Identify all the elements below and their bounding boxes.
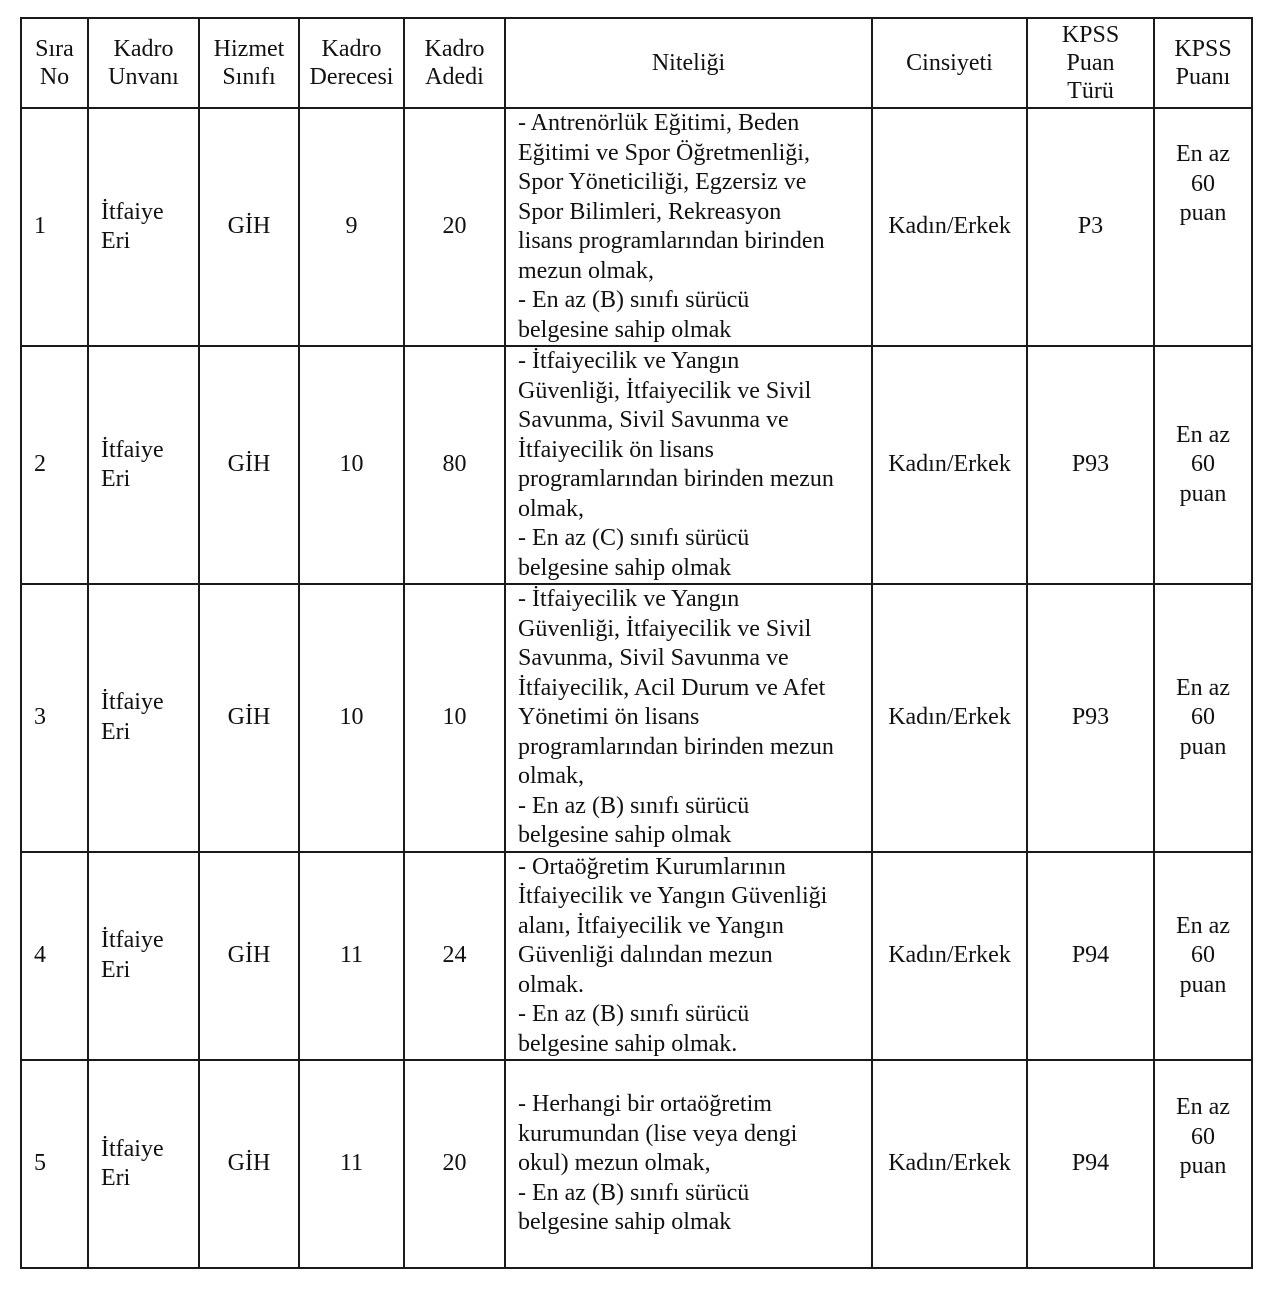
cell-sira-no: 1	[21, 108, 88, 346]
cell-kadro-unvani: İtfaiye Eri	[88, 1060, 199, 1268]
cell-cinsiyeti: Kadın/Erkek	[872, 108, 1027, 346]
cell-kadro-derecesi: 9	[299, 108, 404, 346]
cell-hizmet-sinifi: GİH	[199, 108, 299, 346]
table-row	[21, 852, 1252, 1061]
cell-kadro-derecesi: 11	[299, 852, 404, 1061]
table-row	[21, 346, 1252, 584]
cell-kadro-unvani: İtfaiye Eri	[88, 108, 199, 346]
cell-hizmet-sinifi: GİH	[199, 346, 299, 584]
header-kpss-puan-turu: KPSS Puan Türü	[1027, 18, 1154, 108]
header-sira-no: Sıra No	[21, 18, 88, 108]
table-row	[21, 108, 1252, 346]
cell-niteligi: - Ortaöğretim Kurumlarının İtfaiyecilik ve Yangın Güvenliği alanı, İtfaiyecilik ve Yangın Güvenliği dalından mezun olmak. - En az (B) sınıfı sürücü belgesine sahip olmak.	[505, 852, 872, 1061]
cell-kadro-unvani: İtfaiye Eri	[88, 584, 199, 852]
cell-kadro-unvani: İtfaiye Eri	[88, 852, 199, 1061]
cell-kadro-adedi: 10	[404, 584, 505, 852]
cell-sira-no: 5	[21, 1060, 88, 1268]
cell-kadro-derecesi: 10	[299, 346, 404, 584]
cell-cinsiyeti: Kadın/Erkek	[872, 346, 1027, 584]
cell-cinsiyeti: Kadın/Erkek	[872, 852, 1027, 1061]
cell-kadro-adedi: 20	[404, 108, 505, 346]
header-cinsiyeti: Cinsiyeti	[872, 18, 1027, 108]
cell-hizmet-sinifi: GİH	[199, 852, 299, 1061]
table-row	[21, 584, 1252, 852]
cell-sira-no: 4	[21, 852, 88, 1061]
table-body	[21, 108, 1252, 1268]
cell-hizmet-sinifi: GİH	[199, 584, 299, 852]
cell-niteligi: - Antrenörlük Eğitimi, Beden Eğitimi ve Spor Öğretmenliği, Spor Yöneticiliği, Egzersiz ve Spor Bilimleri, Rekreasyon lisans programlarından birinden mezun olmak, - En az (B) sınıfı sürücü belgesine sahip olmak	[505, 108, 872, 346]
cell-kpss-puani: En az 60 puan	[1154, 584, 1252, 852]
cell-kpss-puani: En az 60 puan	[1154, 108, 1252, 346]
cell-kpss-puan-turu: P94	[1027, 852, 1154, 1061]
cell-sira-no: 3	[21, 584, 88, 852]
cell-kpss-puan-turu: P3	[1027, 108, 1154, 346]
cell-kpss-puan-turu: P94	[1027, 1060, 1154, 1268]
cell-kpss-puan-turu: P93	[1027, 584, 1154, 852]
header-kpss-puani: KPSS Puanı	[1154, 18, 1252, 108]
cell-kadro-derecesi: 11	[299, 1060, 404, 1268]
cell-cinsiyeti: Kadın/Erkek	[872, 1060, 1027, 1268]
header-kadro-unvani: Kadro Unvanı	[88, 18, 199, 108]
cell-niteligi: - İtfaiyecilik ve Yangın Güvenliği, İtfaiyecilik ve Sivil Savunma, Sivil Savunma ve İtfaiyecilik ön lisans programlarından birinden mezun olmak, - En az (C) sınıfı sürücü belgesine sahip olmak	[505, 346, 872, 584]
cell-kadro-adedi: 24	[404, 852, 505, 1061]
cell-kadro-adedi: 80	[404, 346, 505, 584]
header-kadro-derecesi: Kadro Derecesi	[299, 18, 404, 108]
header-niteligi: Niteliği	[505, 18, 872, 108]
header-hizmet-sinifi: Hizmet Sınıfı	[199, 18, 299, 108]
table-row	[21, 1060, 1252, 1268]
cell-hizmet-sinifi: GİH	[199, 1060, 299, 1268]
header-row	[21, 18, 1252, 108]
cell-kadro-unvani: İtfaiye Eri	[88, 346, 199, 584]
cell-cinsiyeti: Kadın/Erkek	[872, 584, 1027, 852]
cell-niteligi: - İtfaiyecilik ve Yangın Güvenliği, İtfaiyecilik ve Sivil Savunma, Sivil Savunma ve İtfaiyecilik, Acil Durum ve Afet Yönetimi ön lisans programlarından birinden mezun olmak, - En az (B) sınıfı sürücü belgesine sahip olmak	[505, 584, 872, 852]
cell-sira-no: 2	[21, 346, 88, 584]
cell-niteligi: - Herhangi bir ortaöğretim kurumundan (lise veya dengi okul) mezun olmak, - En az (B) sınıfı sürücü belgesine sahip olmak	[505, 1060, 872, 1268]
cell-kadro-adedi: 20	[404, 1060, 505, 1268]
cell-kpss-puani: En az 60 puan	[1154, 852, 1252, 1061]
cell-kadro-derecesi: 10	[299, 584, 404, 852]
kadro-table	[20, 17, 1253, 1269]
cell-kpss-puani: En az 60 puan	[1154, 346, 1252, 584]
header-kadro-adedi: Kadro Adedi	[404, 18, 505, 108]
cell-kpss-puani: En az 60 puan	[1154, 1060, 1252, 1268]
cell-kpss-puan-turu: P93	[1027, 346, 1154, 584]
